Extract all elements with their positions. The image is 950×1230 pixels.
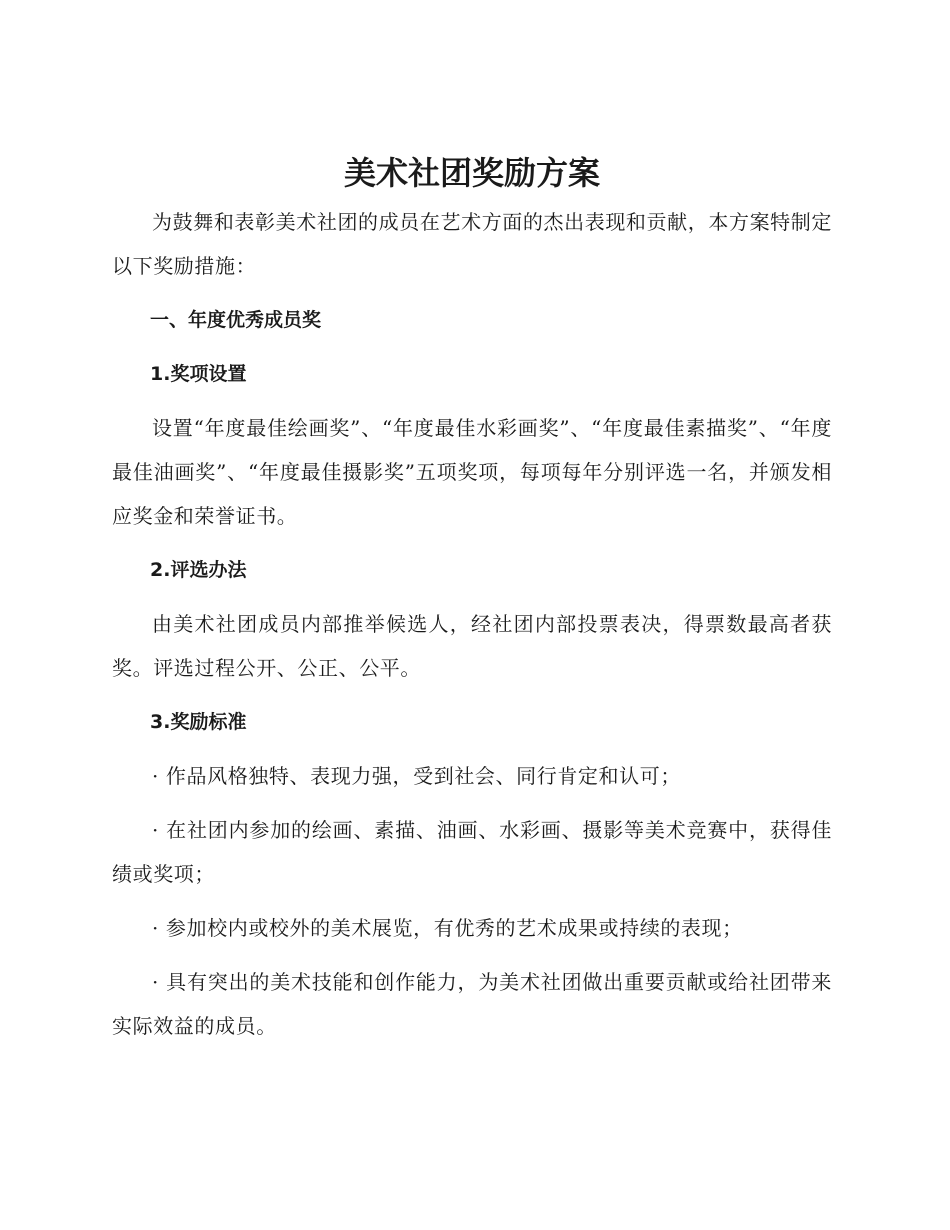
section-heading-annual-award: 一、年度优秀成员奖 [150,309,322,331]
document-title: 美术社团奖励方案 [343,154,600,192]
criteria-item: · 参加校内或校外的美术展览，有优秀的艺术成果或持续的表现； [152,916,743,940]
selection-method-paragraph: 由美术社团成员内部推举候选人，经社团内部投票表决，得票数最高者获奖。评选过程公开、公正、公平。 [112,612,832,680]
award-setup-paragraph: 设置“年度最佳绘画奖”、“年度最佳水彩画奖”、“年度最佳素描奖”、“年度最佳油画奖”、“年度最佳摄影奖”五项奖项，每项每年分别评选一名，并颁发相应奖金和荣誉证书。 [112,416,832,528]
criteria-item: · 在社团内参加的绘画、素描、油画、水彩画、摄影等美术竞赛中，获得佳绩或奖项； [112,818,832,886]
intro-paragraph: 为鼓舞和表彰美术社团的成员在艺术方面的杰出表现和贡献，本方案特制定以下奖励措施： [112,210,832,278]
criteria-item: · 作品风格独特、表现力强，受到社会、同行肯定和认可； [152,764,681,788]
subheading-selection-method: 2.评选办法 [150,559,247,581]
document-page [112,146,832,1048]
subheading-award-setup: 1.奖项设置 [150,363,247,385]
subheading-award-criteria: 3.奖励标准 [150,711,247,733]
criteria-item: · 具有突出的美术技能和创作能力，为美术社团做出重要贡献或给社团带来实际效益的成员。 [112,970,832,1038]
